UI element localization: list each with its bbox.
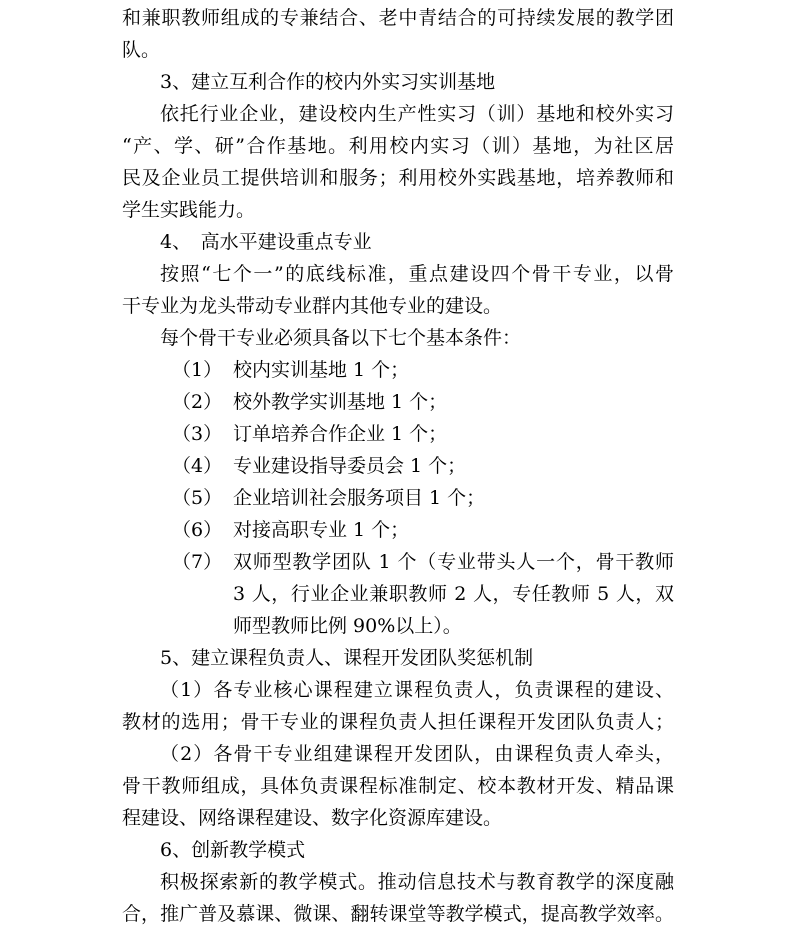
list-item [0,546,794,578]
list-item-number: （5） [172,487,223,509]
list-item [0,514,794,546]
list-item-number: （3） [172,423,223,445]
list-item-continuation: 师型教师比例 90%以上）。 [233,615,462,637]
list-item [0,354,794,386]
paragraph-line: 干专业为龙头带动专业群内其他专业的建设。 [122,295,503,317]
list-item-number: （7） [172,551,223,573]
list-item [0,386,794,418]
paragraph-line: 每个骨干专业必须具备以下七个基本条件： [160,327,522,349]
list-item-text: 校外教学实训基地 1 个； [233,391,448,413]
paragraph-line: 依托行业企业，建设校内生产性实习（训）基地和校外实习 [160,103,674,125]
paragraph-line: （1）各专业核心课程建立课程负责人，负责课程的建设、 [160,679,674,701]
paragraph-line: 合，推广普及慕课、微课、翻转课堂等教学模式，提高教学效率。 [122,903,674,925]
paragraph-line: 队。 [122,39,161,61]
section-heading-5: 5、建立课程负责人、课程开发团队奖惩机制 [160,647,534,669]
list-item-text: 专业建设指导委员会 1 个； [233,455,467,477]
paragraph-line: 民及企业员工提供培训和服务；利用校外实践基地，培养教师和 [122,167,674,189]
list-item-number: （2） [172,391,223,413]
list-item-number: （6） [172,519,223,541]
paragraph-line: 骨干教师组成，具体负责课程标准制定、校本教材开发、精品课 [122,775,674,797]
paragraph-line: 积极探索新的教学模式。推动信息技术与教育教学的深度融 [160,871,674,893]
paragraph-line: 教材的选用；骨干专业的课程负责人担任课程开发团队负责人； [122,711,674,733]
list-item-text: 校内实训基地 1 个； [233,359,410,381]
list-item-number: （1） [172,359,223,381]
list-item-text: 企业培训社会服务项目 1 个； [233,487,486,509]
list-item [0,450,794,482]
list-item [0,482,794,514]
section-heading-4: 4、 高水平建设重点专业 [160,231,372,253]
list-item-text: 对接高职专业 1 个； [233,519,410,541]
paragraph-line: “产、学、研”合作基地。利用校内实习（训）基地，为社区居 [122,135,674,157]
paragraph-line: 和兼职教师组成的专兼结合、老中青结合的可持续发展的教学团 [122,7,674,29]
paragraph-line: 程建设、网络课程建设、数字化资源库建设。 [122,807,503,829]
section-heading-3: 3、建立互利合作的校内外实习实训基地 [160,71,496,93]
list-item [0,418,794,450]
list-item-continuation: 3 人，行业企业兼职教师 2 人，专任教师 5 人，双 [233,583,674,605]
list-item-text: 双师型教学团队 1 个（专业带头人一个，骨干教师 [233,551,674,573]
paragraph-line: 按照“七个一”的底线标准，重点建设四个骨干专业，以骨 [160,263,674,285]
list-item-text: 订单培养合作企业 1 个； [233,423,448,445]
list-item-number: （4） [172,455,223,477]
section-heading-6: 6、创新教学模式 [160,839,306,861]
paragraph-line: 学生实践能力。 [122,199,256,221]
paragraph-line: （2）各骨干专业组建课程开发团队，由课程负责人牵头， [160,743,674,765]
